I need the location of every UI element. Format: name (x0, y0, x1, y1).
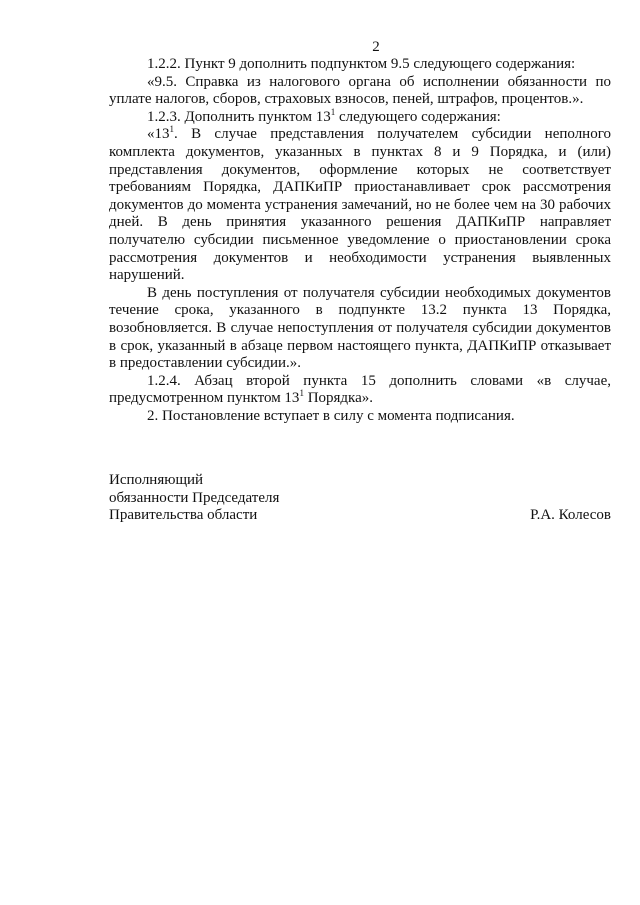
paragraph-text: Порядка». (303, 390, 374, 407)
paragraph-2: 2. Постановление вступает в силу с момента подписания. (147, 407, 515, 424)
paragraph-1-2-3 (109, 106, 611, 127)
paragraph-resumption: В день поступления от получателя субсидии необходимых документов течение срока, указанного в подпункте 13.2 пункта 13 Порядка, возобновляется. В случае непоступления от получателя субсидии документов в срок, указанный в абзаце первом настоящего пункта, ДАПКиПР отказывает в предоставлении субсидии.». (109, 284, 611, 372)
document-body (109, 56, 611, 425)
superscript: 1 (330, 106, 336, 117)
signature-row (109, 507, 611, 525)
paragraph-text: 1.2.3. Дополнить пунктом 13 (147, 108, 331, 125)
signatory-title-line-2: обязанности Председателя (109, 489, 280, 506)
paragraph-1-2-2: 1.2.2. Пункт 9 дополнить подпунктом 9.5 следующего содержания: (147, 56, 576, 72)
signatory-name: Р.А. Колесов (530, 507, 611, 524)
signatory-title-line-1: Исполняющий (109, 472, 204, 488)
page-number: 2 (372, 39, 380, 55)
superscript: 1 (169, 124, 174, 135)
paragraph-9-5: «9.5. Справка из налогового органа об исполнении обязанности по уплате налогов, сборов, страховых взносов, пеней, штрафов, процентов.». (109, 73, 611, 108)
paragraph-1-2-4 (109, 373, 611, 408)
superscript: 1 (299, 388, 304, 399)
paragraph-text: следующего содержания: (335, 108, 501, 125)
signature-block (109, 472, 611, 525)
paragraph-text: 1.2.4. Абзац второй пункта 15 дополнить словами «в случае, предусмотренном пунктом 13 (109, 372, 611, 407)
signatory-title-line-3: Правительства области (109, 507, 258, 524)
paragraph-13-1 (109, 126, 611, 284)
paragraph-text: . В случае представления получателем субсидии неполного комплекта документов, указанных в пунктах 8 и 9 Порядка, и (или) представления документов, оформление которых не соответствует требованиям Порядка, ДАПКиПР приостанавливает срок рассмотрения документов до момента устранения замечаний, но не более чем на 30 рабочих дней. В день принятия указанного решения ДАПКиПР направляет получателю субсидии письменное уведомление о приостановлении срока рассмотрения документов и необходимости устранения выявленных нарушений. (109, 126, 611, 284)
paragraph-text: «13 (147, 126, 170, 143)
